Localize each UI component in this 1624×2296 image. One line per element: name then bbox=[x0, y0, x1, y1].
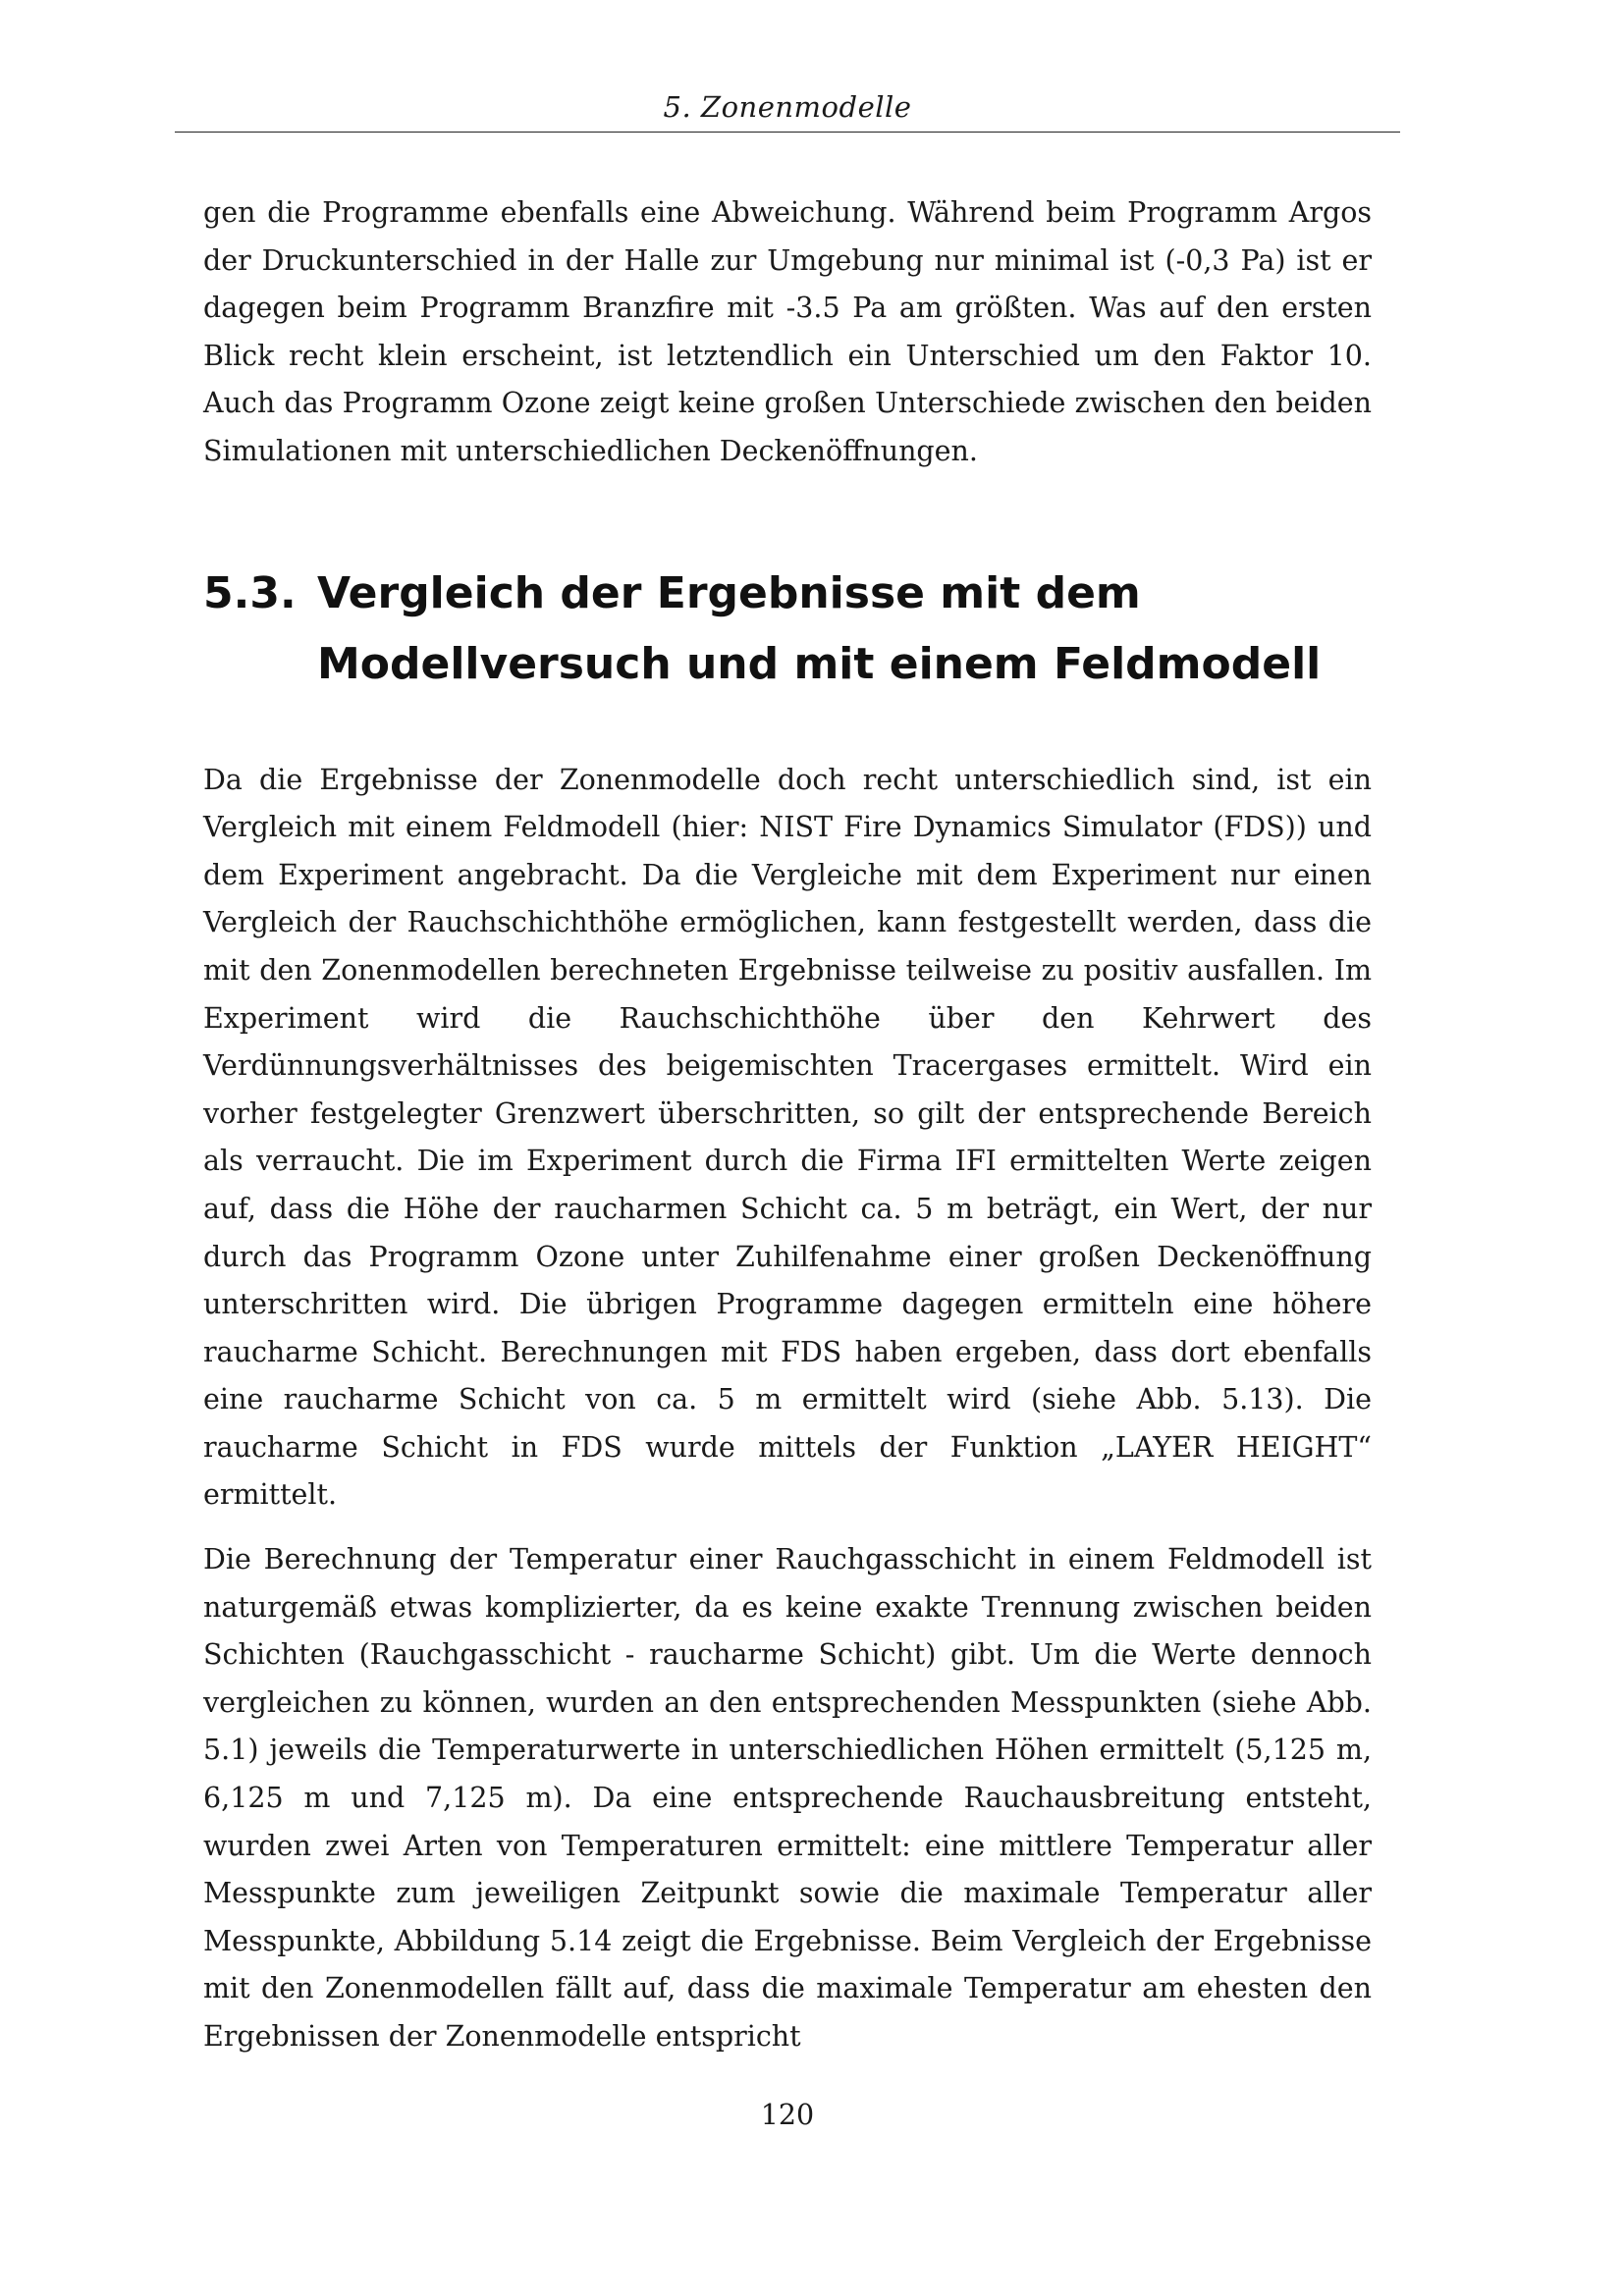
section-title: Vergleich der Ergebnisse mit dem Modellversuch und mit einem Feldmodell bbox=[317, 567, 1322, 689]
paragraph: gen die Programme ebenfalls eine Abweichung. Während beim Programm Argos der Druckunterschied in der Halle zur Umgebung nur minimal ist (-0,3 Pa) ist er dagegen beim Programm Branzfire mit -3.5 Pa am größten. Was auf den ersten Blick recht klein erscheint, ist letztendlich ein Unterschied um den Faktor 10. Auch das Programm Ozone zeigt keine großen Unterschiede zwischen den beiden Simulationen mit unterschiedlichen Deckenöffnungen. bbox=[203, 196, 1372, 467]
section-heading bbox=[203, 559, 1372, 700]
paragraph: Die Berechnung der Temperatur einer Rauchgasschicht in einem Feldmodell ist naturgemäß etwas komplizierter, da es keine exakte Trennung zwischen beiden Schichten (Rauchgasschicht - raucharme Schicht) gibt. Um die Werte dennoch vergleichen zu können, wurden an den entsprechenden Messpunkten (siehe Abb. 5.1) jeweils die Temperaturwerte in unterschiedlichen Höhen ermittelt (5,125 m, 6,125 m und 7,125 m). Da eine entsprechende Rauchausbreitung entsteht, wurden zwei Arten von Temperaturen ermittelt: eine mittlere Temperatur aller Messpunkte zum jeweiligen Zeitpunkt sowie die maximale Temperatur aller Messpunkte, Abbildung 5.14 zeigt die Ergebnisse. Beim Vergleich der Ergebnisse mit den Zonenmodellen fällt auf, dass die maximale Temperatur am ehesten den Ergebnissen der Zonenmodelle entspricht bbox=[203, 1543, 1372, 2053]
running-header: 5. Zonenmodelle bbox=[663, 90, 912, 124]
section-number: 5.3. bbox=[203, 567, 297, 618]
page-number: 120 bbox=[760, 2099, 815, 2131]
header-rule bbox=[175, 132, 1400, 133]
paragraph: Da die Ergebnisse der Zonenmodelle doch recht unterschiedlich sind, ist ein Vergleich mit einem Feldmodell (hier: NIST Fire Dynamics Simulator (FDS)) und dem Experiment angebracht. Da die Vergleiche mit dem Experiment nur einen Vergleich der Rauchschichthöhe ermöglichen, kann festgestellt werden, dass die mit den Zonenmodellen berechneten Ergebnisse teilweise zu positiv ausfallen. Im Experiment wird die Rauchschichthöhe über den Kehrwert des Verdünnungsverhältnisses des beigemischten Tracergases ermittelt. Wird ein vorher festgelegter Grenzwert überschritten, so gilt der entsprechende Bereich als verraucht. Die im Experiment durch die Firma IFI ermittelten Werte zeigen auf, dass die Höhe der raucharmen Schicht ca. 5 m beträgt, ein Wert, der nur durch das Programm Ozone unter Zuhilfenahme einer großen Deckenöffnung unterschritten wird. Die übrigen Programme dagegen ermitteln eine höhere raucharme Schicht. Berechnungen mit FDS haben ergeben, dass dort ebenfalls eine raucharme Schicht von ca. 5 m ermittelt wird (siehe Abb. 5.13). Die raucharme Schicht in FDS wurde mittels der Funktion „LAYER HEIGHT“ ermittelt. bbox=[203, 763, 1372, 1512]
page-body bbox=[203, 189, 1372, 2061]
